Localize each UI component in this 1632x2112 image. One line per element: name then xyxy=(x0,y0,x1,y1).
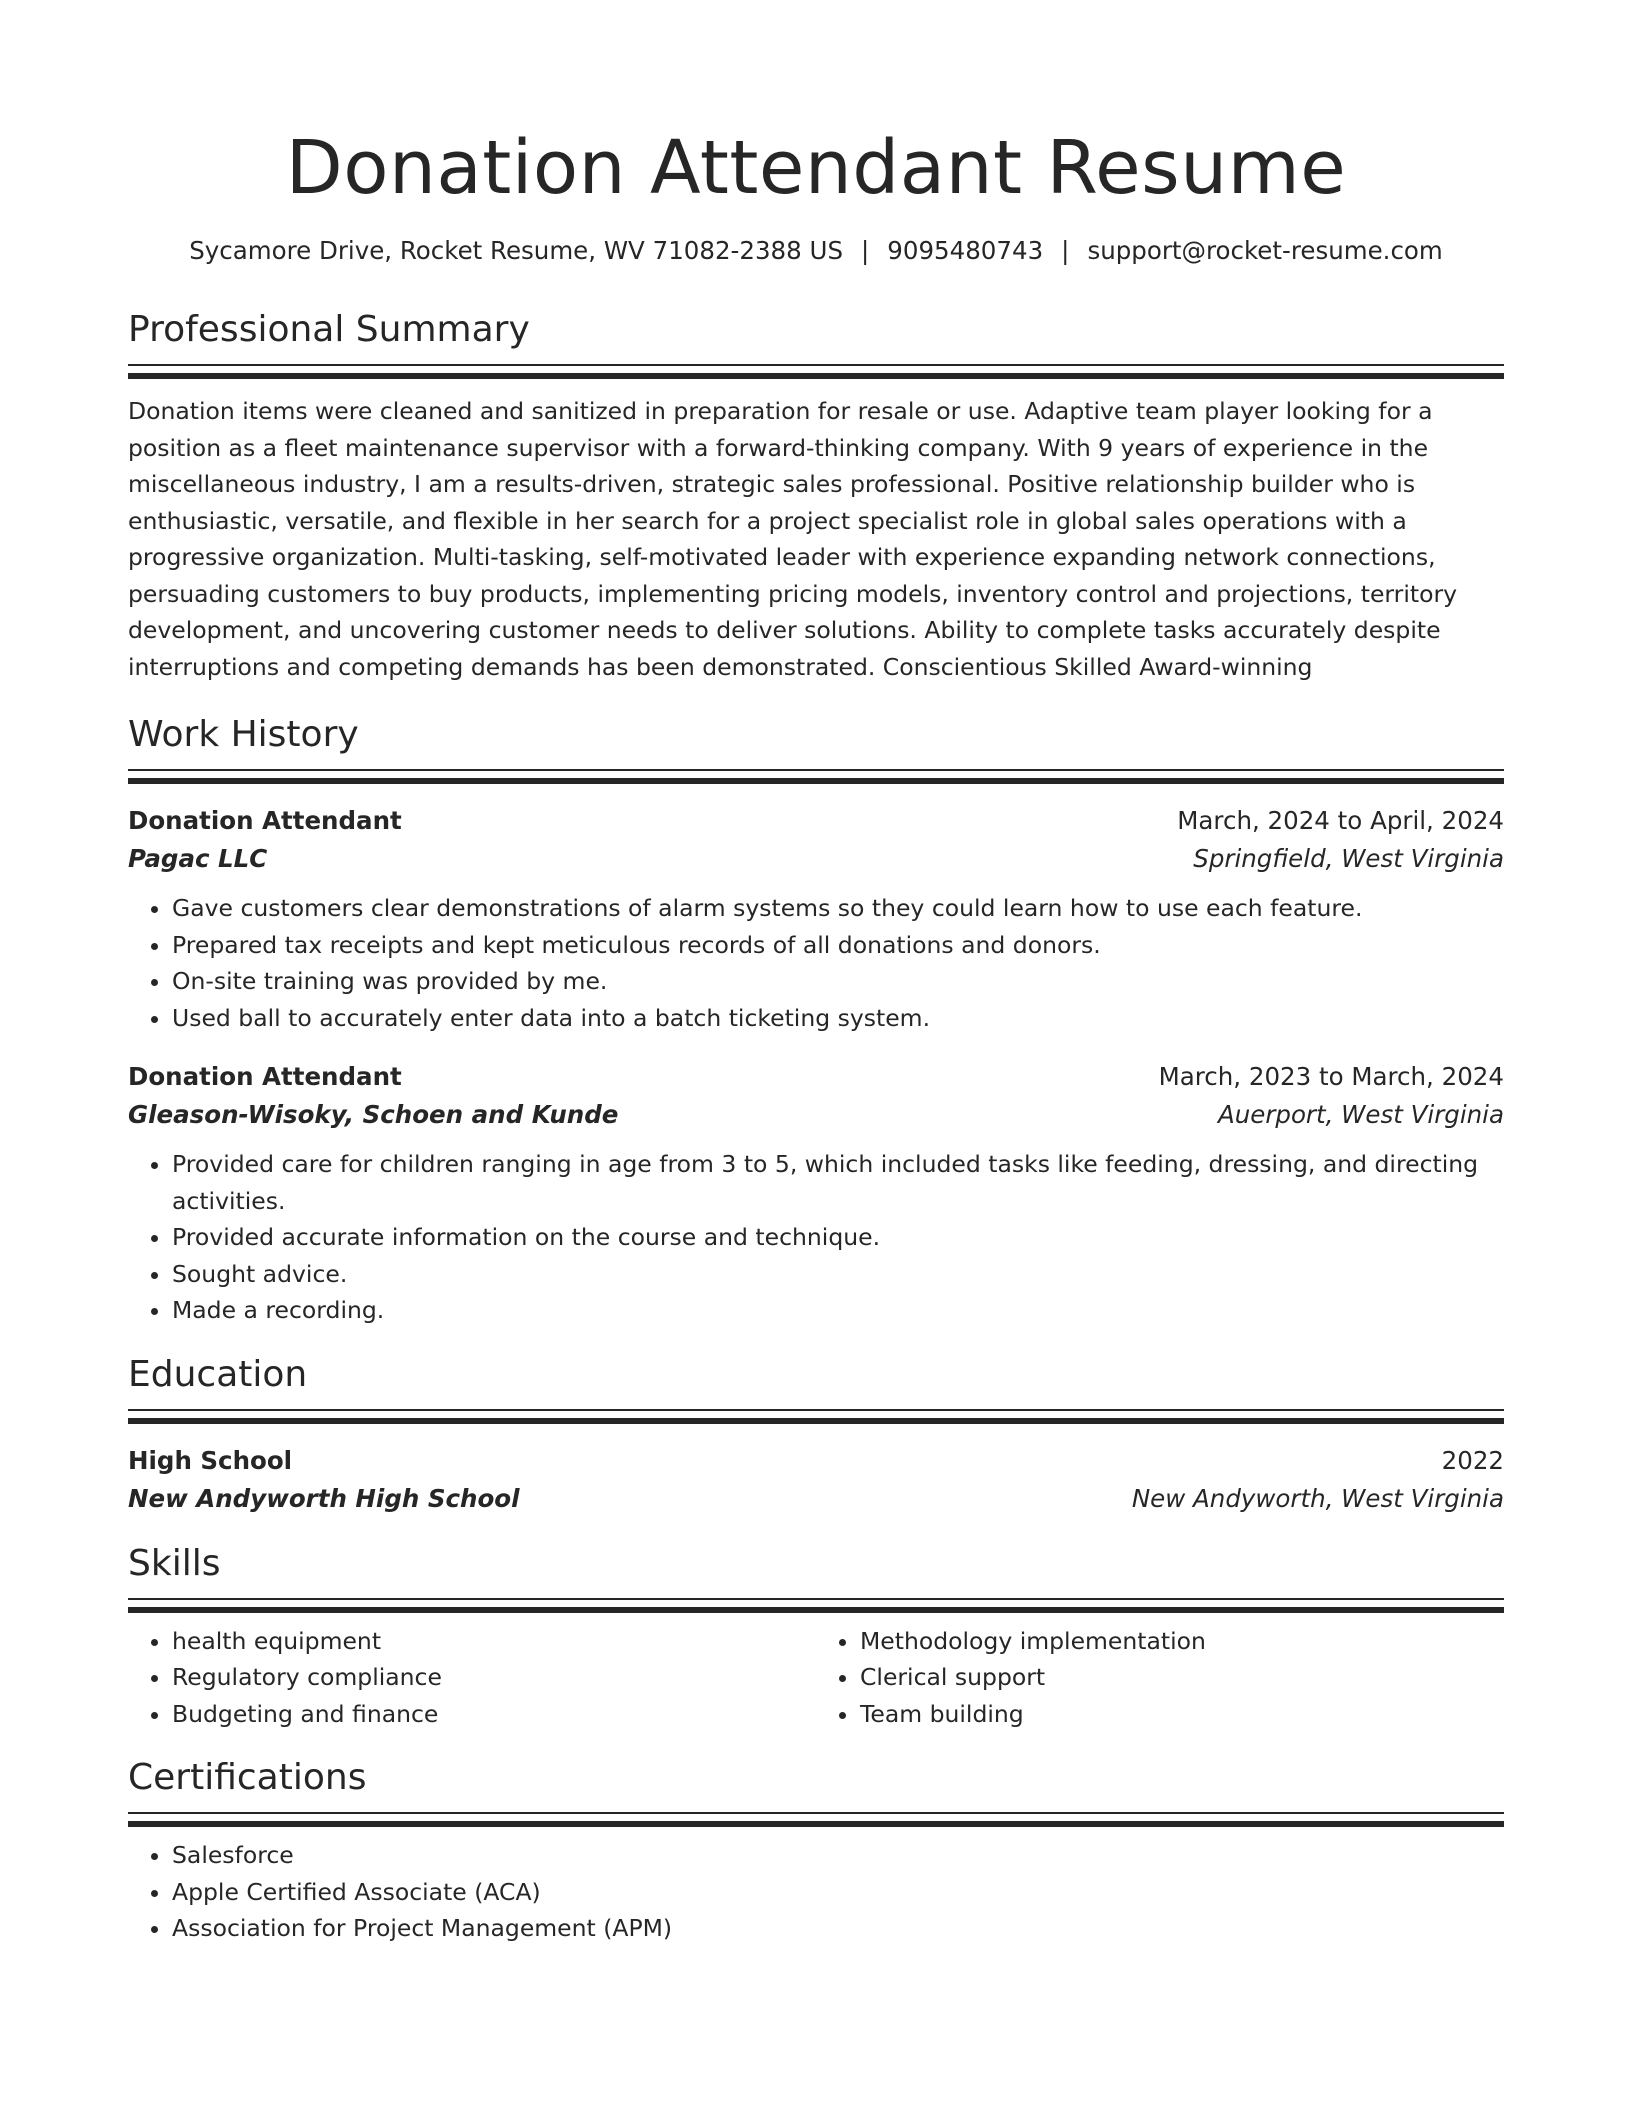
contact-email: support@rocket-resume.com xyxy=(1087,236,1443,265)
section-heading-education: Education xyxy=(128,1353,308,1395)
list-item: • Prepared tax receipts and kept meticulous records of all donations and donors. xyxy=(172,927,1504,964)
skills-list-left xyxy=(128,1623,816,1733)
job-header-row xyxy=(128,802,1504,840)
list-item: • Methodology implementation xyxy=(860,1623,1504,1660)
education-header-row xyxy=(128,1442,1504,1480)
job-title: Donation Attendant xyxy=(128,1062,402,1091)
section-divider xyxy=(128,1812,1504,1827)
contact-separator: | xyxy=(861,236,870,265)
list-item: • Provided accurate information on the course and technique. xyxy=(172,1219,1504,1256)
list-item: • Gave customers clear demonstrations of alarm systems so they could learn how to use each feature. xyxy=(172,890,1504,927)
section-divider xyxy=(128,769,1504,784)
list-item: • Clerical support xyxy=(860,1659,1504,1696)
list-item: • Team building xyxy=(860,1696,1504,1733)
education-year: 2022 xyxy=(1441,1445,1504,1475)
certifications-list xyxy=(128,1837,1504,1947)
skills-section xyxy=(128,1540,1504,1733)
contact-line xyxy=(128,234,1504,268)
section-divider xyxy=(128,364,1504,379)
section-heading-summary: Professional Summary xyxy=(128,309,530,350)
summary-text: Donation items were cleaned and sanitized in preparation for resale or use. Adaptive team player looking for a position as a fleet maintenance supervisor with a forward-thinking company. With 9 years of experience in the miscellaneous industry, I am a results-driven, strategic sales professional. Positive relationship builder who is enthusiastic, versatile, and flexible in her search for a project specialist role in global sales operations with a progressive organization. Multi-tasking, self-motivated leader with experience expanding network connections, persuading customers to buy products, implementing pricing models, inventory control and projections, territory development, and uncovering customer needs to deliver solutions. Ability to complete tasks accurately despite interruptions and competing demands has been demonstrated. Conscientious Skilled Award-winning xyxy=(128,397,1458,681)
list-item: • health equipment xyxy=(172,1623,816,1660)
summary-section xyxy=(128,306,1504,685)
education-school-row xyxy=(128,1480,1504,1518)
job-entry xyxy=(128,802,1504,1036)
list-item: • Apple Certified Associate (ACA) xyxy=(172,1874,1504,1911)
work-history-section xyxy=(128,711,1504,1329)
education-section xyxy=(128,1351,1504,1518)
job-title: Donation Attendant xyxy=(128,806,402,835)
list-item: • Budgeting and finance xyxy=(172,1696,816,1733)
contact-phone: 9095480743 xyxy=(887,236,1044,265)
list-item: • Sought advice. xyxy=(172,1256,1504,1293)
section-heading-skills: Skills xyxy=(128,1542,221,1584)
job-dates: March, 2024 to April, 2024 xyxy=(1177,806,1504,835)
list-item: • Used ball to accurately enter data into a batch ticketing system. xyxy=(172,1000,1504,1037)
job-company-row xyxy=(128,1096,1504,1134)
list-item: • Regulatory compliance xyxy=(172,1659,816,1696)
education-degree: High School xyxy=(128,1445,293,1475)
section-heading-certifications: Certifications xyxy=(128,1757,367,1798)
job-entry xyxy=(128,1058,1504,1329)
skills-list-right xyxy=(816,1623,1504,1733)
job-bullets xyxy=(128,1146,1504,1329)
list-item: • Salesforce xyxy=(172,1837,1504,1874)
education-entry xyxy=(128,1442,1504,1518)
job-location: Springfield, West Virginia xyxy=(1193,844,1504,873)
education-location: New Andyworth, West Virginia xyxy=(1131,1483,1504,1513)
section-heading-work: Work History xyxy=(128,714,359,755)
skills-grid xyxy=(128,1623,1504,1733)
job-header-row xyxy=(128,1058,1504,1096)
contact-separator: | xyxy=(1061,236,1070,265)
job-location: Auerport, West Virginia xyxy=(1217,1100,1504,1129)
list-item: • Provided care for children ranging in age from 3 to 5, which included tasks like feeding, dressing, and directing activities. xyxy=(172,1146,1504,1219)
section-divider xyxy=(128,1598,1504,1613)
certifications-section xyxy=(128,1754,1504,1947)
job-company: Gleason-Wisoky, Schoen and Kunde xyxy=(128,1100,619,1129)
job-company-row xyxy=(128,840,1504,878)
resume-title: Donation Attendant Resume xyxy=(285,125,1347,211)
list-item: • On-site training was provided by me. xyxy=(172,963,1504,1000)
education-school: New Andyworth High School xyxy=(128,1483,520,1513)
list-item: • Made a recording. xyxy=(172,1292,1504,1329)
job-dates: March, 2023 to March, 2024 xyxy=(1158,1062,1504,1091)
list-item: • Association for Project Management (APM) xyxy=(172,1910,1504,1947)
section-divider xyxy=(128,1409,1504,1424)
job-bullets xyxy=(128,890,1504,1036)
contact-address: Sycamore Drive, Rocket Resume, WV 71082-2388 US xyxy=(189,236,844,265)
job-company: Pagac LLC xyxy=(128,844,268,873)
